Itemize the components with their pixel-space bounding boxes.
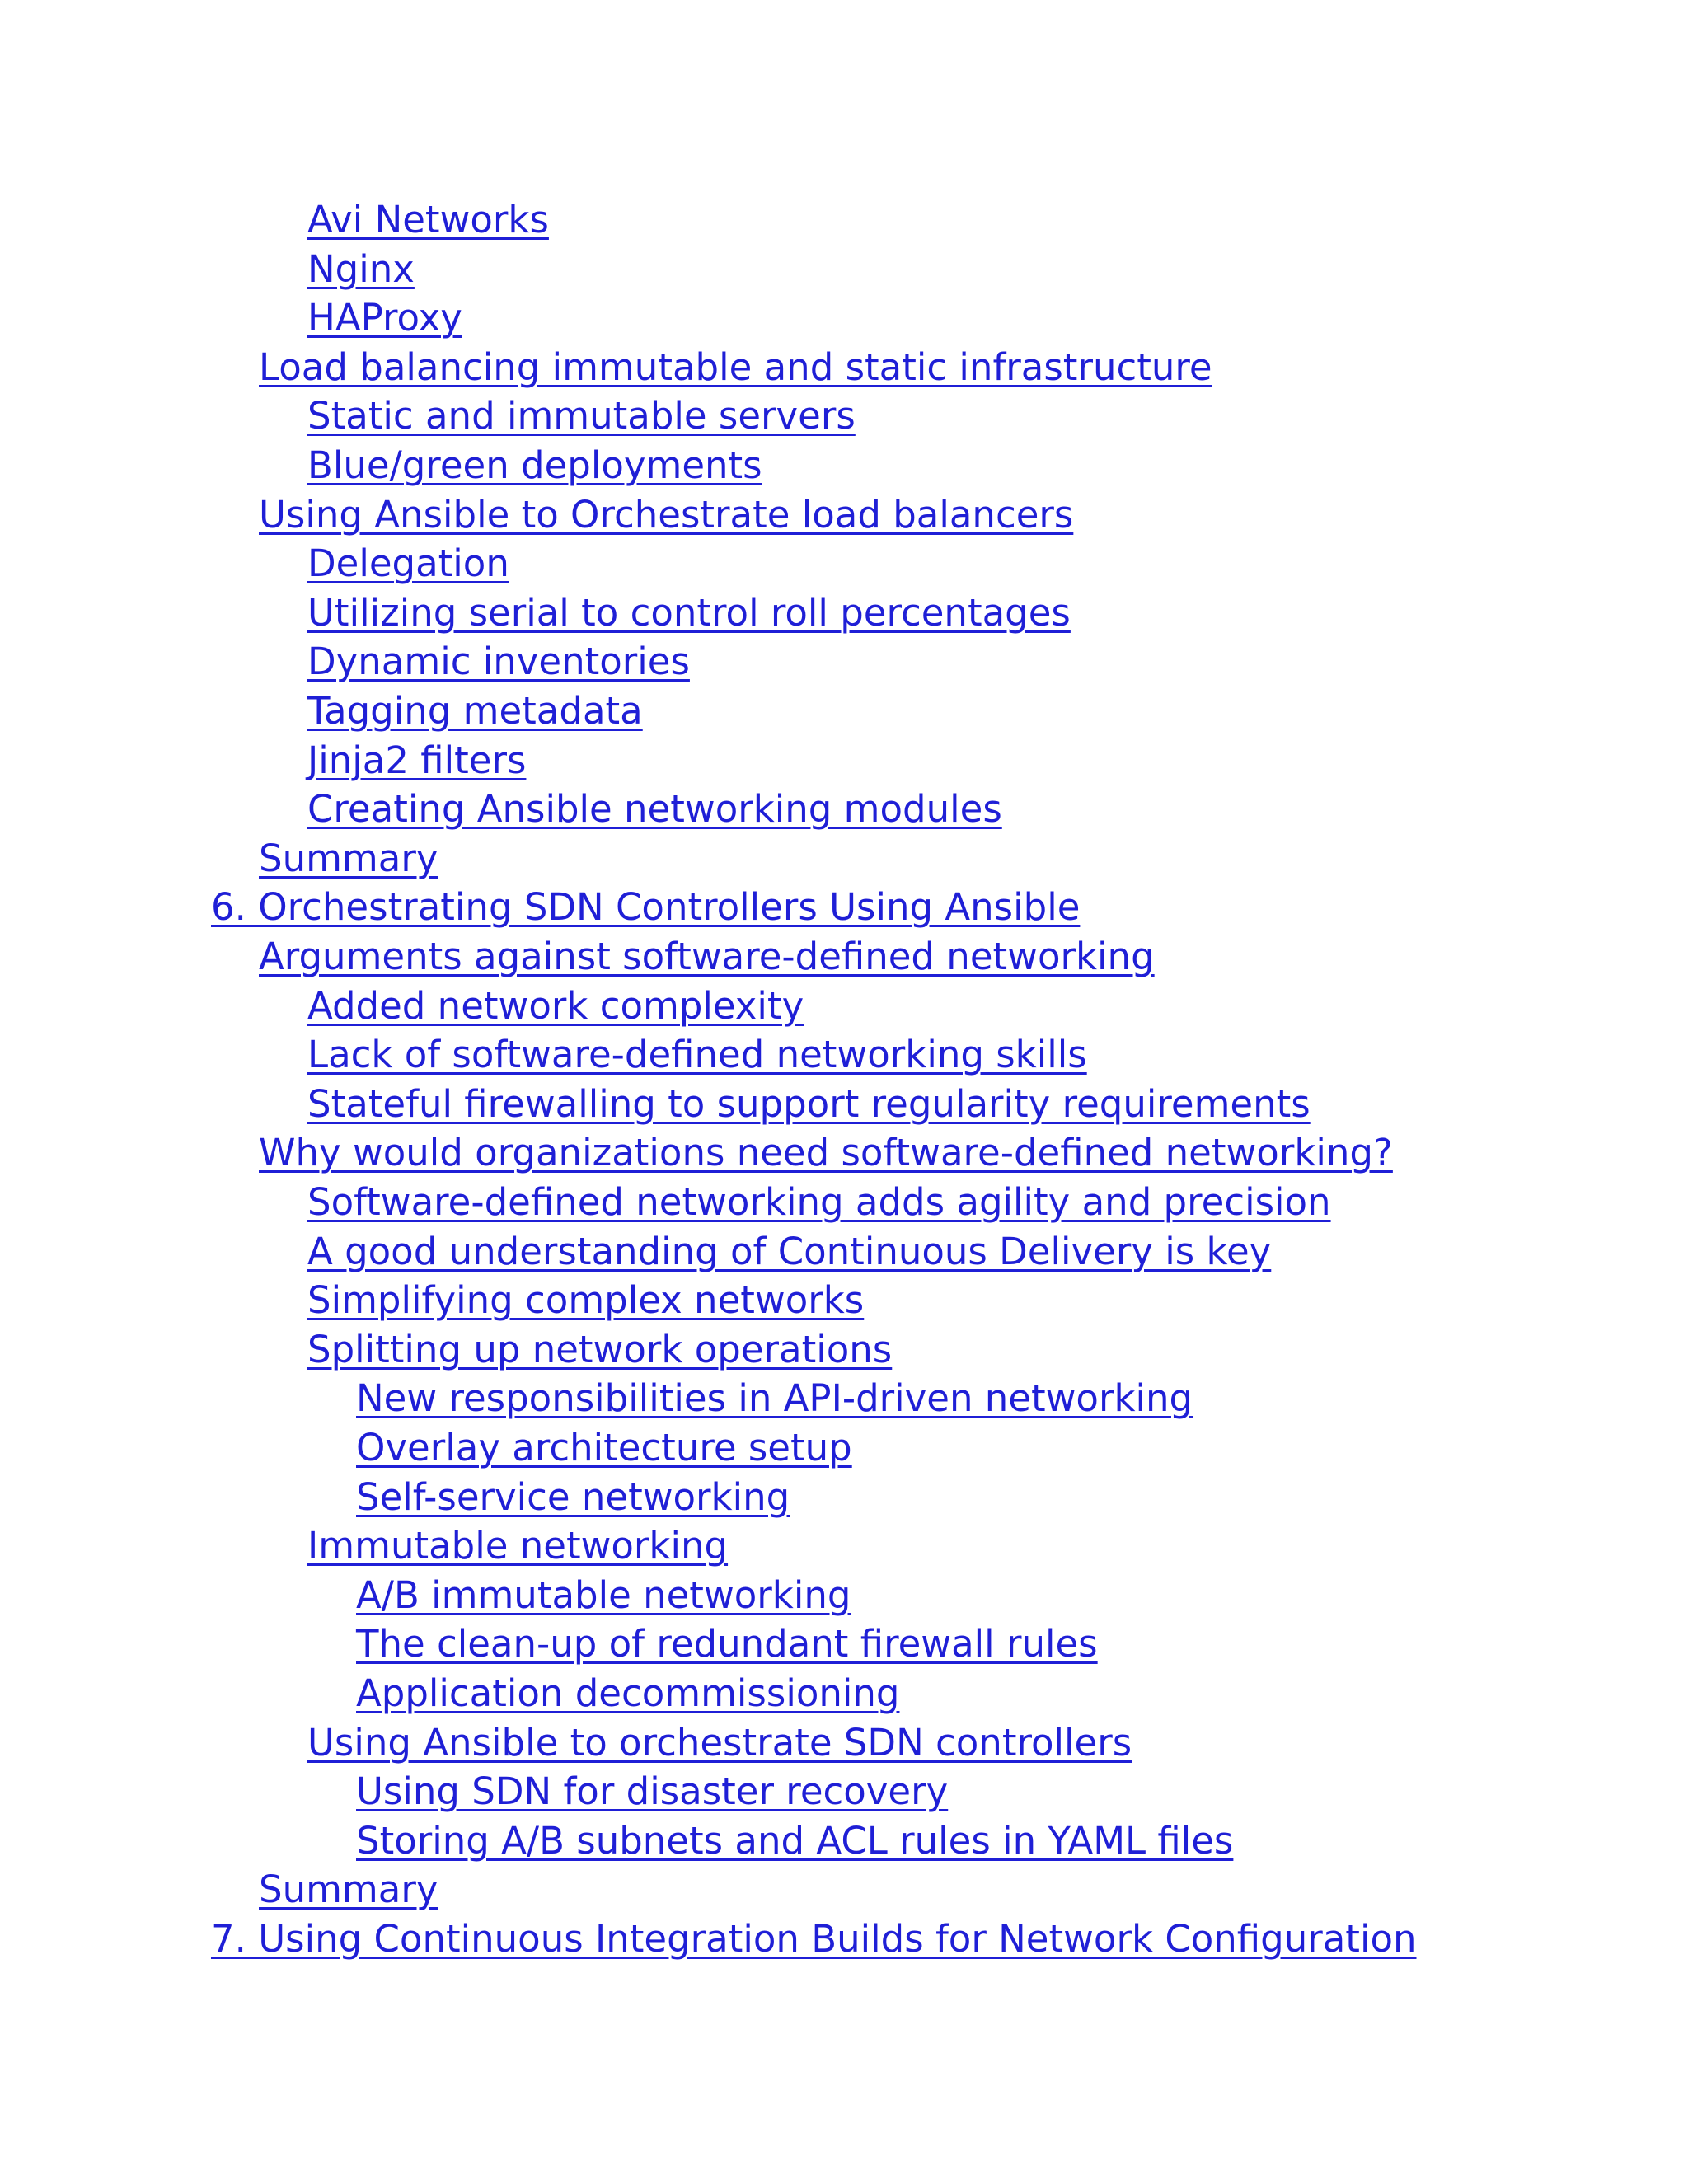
toc-link[interactable]: Immutable networking [307, 1524, 729, 1568]
toc-link[interactable]: A/B immutable networking [356, 1572, 851, 1617]
toc-link[interactable]: Summary [259, 836, 438, 880]
toc-link[interactable]: Storing A/B subnets and ACL rules in YAML files [356, 1818, 1234, 1863]
toc-link[interactable]: 6. Orchestrating SDN Controllers Using Ansible [211, 885, 1081, 930]
toc-link[interactable]: Tagging metadata [307, 689, 643, 733]
toc-link[interactable]: Application decommissioning [356, 1671, 900, 1715]
toc-link[interactable]: Splitting up network operations [307, 1327, 893, 1371]
toc-link[interactable]: Nginx [307, 246, 415, 291]
toc-link[interactable]: Blue/green deployments [307, 443, 762, 487]
toc-link[interactable]: Creating Ansible networking modules [307, 787, 1002, 832]
toc-link[interactable]: Overlay architecture setup [356, 1426, 852, 1469]
toc-link[interactable]: Dynamic inventories [307, 640, 690, 684]
toc-link[interactable]: The clean-up of redundant firewall rules [356, 1622, 1098, 1666]
toc-link[interactable]: Added network complexity [307, 983, 804, 1028]
toc-link[interactable]: Summary [259, 1868, 438, 1912]
toc-link[interactable]: Avi Networks [307, 198, 549, 241]
toc-link[interactable]: 7. Using Continuous Integration Builds for Network Configuration [211, 1917, 1417, 1961]
toc-link[interactable]: Arguments against software-defined networking [259, 935, 1155, 978]
toc-link[interactable]: Stateful firewalling to support regularity requirements [307, 1081, 1311, 1126]
toc-link[interactable]: Load balancing immutable and static infrastructure [259, 344, 1212, 389]
toc-link[interactable]: Utilizing serial to control roll percentages [307, 590, 1071, 635]
toc-link[interactable]: Using Ansible to Orchestrate load balancers [259, 492, 1074, 537]
toc-link[interactable]: A good understanding of Continuous Delivery is key [307, 1229, 1272, 1273]
toc-link[interactable]: Static and immutable servers [307, 394, 856, 438]
toc-link[interactable]: Jinja2 filters [307, 738, 527, 782]
toc-link[interactable]: Self-service networking [356, 1474, 790, 1519]
toc-link[interactable]: Delegation [307, 541, 509, 586]
toc-link[interactable]: Lack of software-defined networking skills [307, 1033, 1087, 1077]
toc-link[interactable]: Using Ansible to orchestrate SDN controllers [307, 1720, 1132, 1765]
toc-link[interactable]: Simplifying complex networks [307, 1278, 865, 1323]
toc-link[interactable]: Using SDN for disaster recovery [356, 1769, 949, 1814]
toc-link[interactable]: Software-defined networking adds agility and precision [307, 1180, 1331, 1224]
toc-link[interactable]: New responsibilities in API-driven networking [356, 1376, 1193, 1421]
toc-link[interactable]: Why would organizations need software-defined networking? [259, 1131, 1393, 1175]
toc-link[interactable]: HAProxy [307, 296, 462, 340]
